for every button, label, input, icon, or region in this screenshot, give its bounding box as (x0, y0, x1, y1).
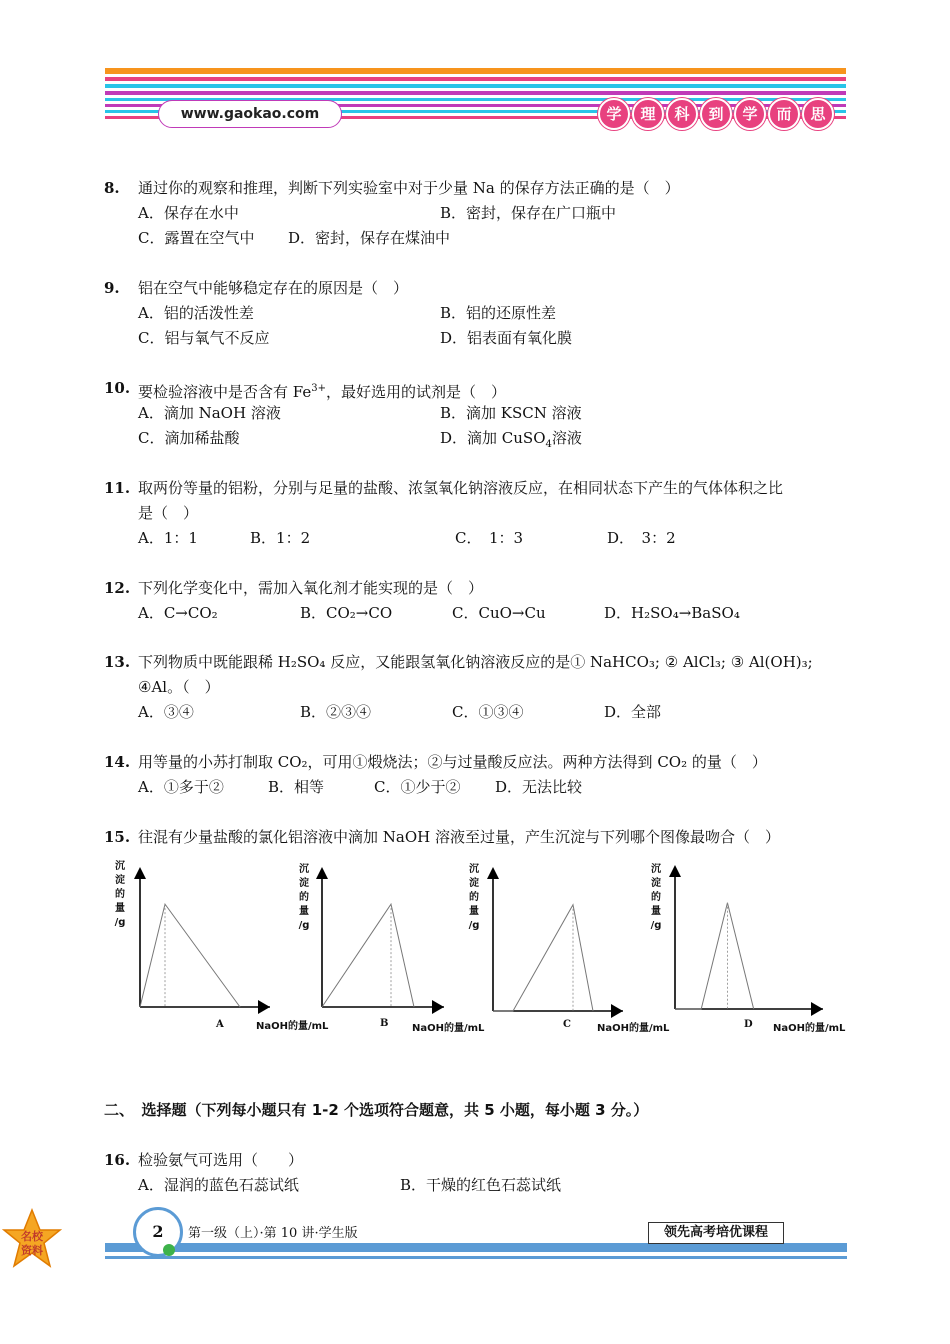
q12-option-c[interactable]: C．CuO→Cu (452, 604, 546, 622)
chart-letter: C (563, 1019, 571, 1030)
x-axis-arrow-icon (432, 1000, 444, 1014)
data-line (140, 904, 240, 1007)
q16-option-b[interactable]: B．干燥的红色石蕊试纸 (400, 1176, 562, 1194)
motto-char: 而 (768, 98, 800, 130)
header-stripe-pink (105, 77, 846, 81)
chart-xlabel: NaOH的量/mL (256, 1021, 329, 1032)
q14-option-a[interactable]: A．①多于② (138, 778, 224, 796)
q8-option-d[interactable]: D．密封，保存在煤油中 (288, 229, 451, 247)
motto-char: 科 (666, 98, 698, 130)
q10-option-d-b: 溶液 (551, 429, 582, 447)
page-number: 2 (133, 1207, 183, 1257)
chart-b-plot (290, 855, 470, 1040)
chart-ylabel: 沉 淀 的 量 /g (114, 861, 126, 928)
q12-option-b[interactable]: B．CO₂→CO (300, 604, 393, 622)
famous-school-stamp-icon (2, 1208, 62, 1270)
q10-option-d-a: D．滴加 CuSO (440, 429, 546, 447)
motto-char: 学 (598, 98, 630, 130)
q11-option-d[interactable]: D． 3：2 (607, 529, 676, 547)
chart-xlabel: NaOH的量/mL (412, 1023, 485, 1034)
q10-option-d[interactable] (440, 426, 582, 457)
stamp-text-bottom: 资料 (21, 1244, 43, 1257)
footer-brand: 领先高考培优课程 (648, 1222, 784, 1244)
question-number: 11. (104, 479, 131, 497)
q11-option-b[interactable]: B．1：2 (250, 529, 311, 547)
q14-option-b[interactable]: B．相等 (268, 778, 325, 796)
chart-a[interactable] (108, 855, 329, 1040)
footer-title: 第一级（上）·第 10 讲·学生版 (188, 1226, 358, 1241)
y-axis-arrow-icon (316, 867, 328, 879)
question-12-text: 下列化学变化中，需加入氧化剂才能实现的是（ ） (138, 579, 484, 597)
chart-ylabel: 沉 淀 的 量 /g (298, 864, 310, 931)
question-8-text: 通过你的观察和推理，判断下列实验室中对于少量 Na 的保存方法正确的是（ ） (138, 179, 680, 197)
chart-d-plot (645, 855, 825, 1040)
q10-option-d-sub: 4 (545, 439, 552, 450)
header-motto (598, 98, 834, 130)
chart-letter: A (216, 1019, 224, 1030)
q10-option-b[interactable]: B．滴加 KSCN 溶液 (440, 404, 582, 422)
motto-char: 学 (734, 98, 766, 130)
motto-char: 到 (700, 98, 732, 130)
q10-option-a[interactable]: A．滴加 NaOH 溶液 (138, 404, 281, 422)
chart-a-plot (108, 855, 288, 1040)
chart-c[interactable] (462, 855, 670, 1040)
q11-option-a[interactable]: A．1：1 (138, 529, 198, 547)
q8-option-a[interactable]: A．保存在水中 (138, 204, 239, 222)
q9-option-c[interactable]: C．铝与氧气不反应 (138, 329, 270, 347)
q13-option-b[interactable]: B．②③④ (300, 703, 372, 721)
footer-bar (105, 1243, 847, 1252)
question-number: 14. (104, 753, 131, 771)
q10-superscript: 3+ (311, 383, 326, 394)
q9-option-a[interactable]: A．铝的活泼性差 (138, 304, 254, 322)
q14-option-c[interactable]: C．①少于② (374, 778, 461, 796)
footer-line (105, 1256, 847, 1259)
question-9-text: 铝在空气中能够稳定存在的原因是（ ） (138, 279, 409, 297)
header-stripe-orange (105, 68, 846, 74)
y-axis-arrow-icon (487, 867, 499, 879)
question-13-text: 下列物质中既能跟稀 H₂SO₄ 反应，又能跟氢氧化钠溶液反应的是① NaHCO₃; ② AlCl₃; ③ Al(OH)₃; (138, 653, 813, 671)
question-15-text: 往混有少量盐酸的氯化铝溶液中滴加 NaOH 溶液至过量，产生沉淀与下列哪个图像最吻合（ ） (138, 828, 780, 846)
chart-letter: D (744, 1019, 753, 1030)
chart-xlabel: NaOH的量/mL (773, 1023, 846, 1034)
q13-option-c[interactable]: C．①③④ (452, 703, 524, 721)
question-number: 12. (104, 579, 131, 597)
question-11-text: 取两份等量的铝粉，分别与足量的盐酸、浓氢氧化钠溶液反应，在相同状态下产生的气体体积之比 (138, 479, 784, 497)
y-axis-arrow-icon (669, 865, 681, 877)
chart-d[interactable] (645, 855, 846, 1040)
question-16-text: 检验氨气可选用（ ） (138, 1151, 304, 1169)
question-11-text-2: 是（ ） (138, 504, 199, 522)
stamp-text-top: 名校 (21, 1230, 43, 1243)
chart-ylabel: 沉 淀 的 量 /g (650, 864, 662, 931)
q8-option-c[interactable]: C．露置在空气中 (138, 229, 255, 247)
q11-option-c[interactable]: C． 1：3 (455, 529, 524, 547)
data-line (493, 905, 593, 1011)
q10-text-b: ，最好选用的试剂是（ ） (325, 383, 506, 401)
q13-option-d[interactable]: D．全部 (604, 703, 662, 721)
chart-c-plot (462, 855, 642, 1040)
q14-option-d[interactable]: D．无法比较 (495, 778, 583, 796)
page-dot-icon (163, 1244, 175, 1256)
q13-option-a[interactable]: A．③④ (138, 703, 194, 721)
header-stripe-cyan (105, 84, 846, 88)
chart-xlabel: NaOH的量/mL (597, 1023, 670, 1034)
y-axis-arrow-icon (134, 867, 146, 879)
x-axis-arrow-icon (811, 1002, 823, 1016)
data-line (322, 904, 414, 1007)
motto-char: 思 (802, 98, 834, 130)
motto-char: 理 (632, 98, 664, 130)
x-axis-arrow-icon (258, 1000, 270, 1014)
question-number: 13. (104, 653, 131, 671)
q12-option-a[interactable]: A．C→CO₂ (138, 604, 218, 622)
header-stripe-magenta (105, 91, 846, 95)
site-url-logo[interactable]: www.gaokao.com (158, 100, 342, 128)
question-14-text: 用等量的小苏打制取 CO₂，可用①煅烧法；②与过量酸反应法。两种方法得到 CO₂ 的量（ ） (138, 753, 767, 771)
question-number: 16. (104, 1151, 131, 1169)
q16-option-a[interactable]: A．湿润的蓝色石蕊试纸 (138, 1176, 299, 1194)
question-number: 9. (104, 279, 120, 297)
q12-option-d[interactable]: D．H₂SO₄→BaSO₄ (604, 604, 740, 622)
chart-ylabel: 沉 淀 的 量 /g (468, 864, 480, 931)
q8-option-b[interactable]: B．密封，保存在广口瓶中 (440, 204, 617, 222)
question-number: 10. (104, 379, 131, 397)
q10-text-a: 要检验溶液中是否含有 Fe (138, 383, 312, 401)
chart-letter: B (380, 1018, 389, 1029)
question-number: 15. (104, 828, 131, 846)
section-2-heading: 二、 选择题（下列每小题只有 1-2 个选项符合题意，共 5 小题，每小题 3 分。） (104, 1101, 649, 1119)
data-line (675, 903, 754, 1009)
x-axis-arrow-icon (611, 1004, 623, 1018)
q9-option-d[interactable]: D．铝表面有氧化膜 (440, 329, 573, 347)
question-13-text-2: ④Al。（ ） (138, 678, 220, 696)
q9-option-b[interactable]: B．铝的还原性差 (440, 304, 557, 322)
q10-option-c[interactable]: C．滴加稀盐酸 (138, 429, 240, 447)
question-number: 8. (104, 179, 120, 197)
chart-b[interactable] (290, 855, 485, 1040)
